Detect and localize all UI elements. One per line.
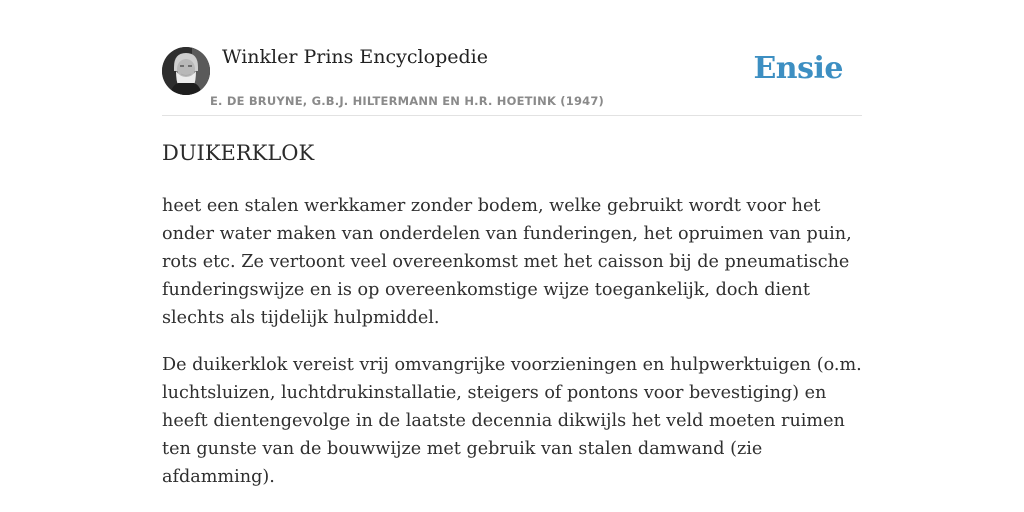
entry-title: DUIKERKLOK [162, 141, 315, 165]
page [162, 0, 862, 512]
ensie-logo-link[interactable]: Ensie [753, 51, 843, 86]
entry-body [162, 192, 862, 510]
author-avatar[interactable] [162, 47, 210, 95]
source-authors: E. DE BRUYNE, G.B.J. HILTERMANN EN H.R. HOETINK (1947) [210, 94, 605, 108]
entry-paragraph: heet een stalen werkkamer zonder bodem, welke gebruikt wordt voor het onder water maken van onderdelen van funderingen, het opruimen van puin, rots etc. Ze vertoont veel overeenkomst met het caisson bij de pneumatische funderingswijze en is op overeenkomstige wijze toegankelijk, doch dient slechts als tijdelijk hulpmiddel. [162, 196, 852, 328]
source-title[interactable]: Winkler Prins Encyclopedie [222, 46, 488, 68]
entry-paragraph: De duikerklok vereist vrij omvangrijke voorzieningen en hulpwerktuigen (o.m. luchtsluizen, luchtdrukinstallatie, steigers of pontons voor bevestiging) en heeft dientengevolge in de laatste decennia dikwijls het veld moeten ruimen ten gunste van de bouwwijze met gebruik van stalen damwand (zie afdamming). [162, 355, 862, 487]
source-header [162, 0, 862, 116]
bearded-man-portrait-icon [162, 47, 210, 95]
